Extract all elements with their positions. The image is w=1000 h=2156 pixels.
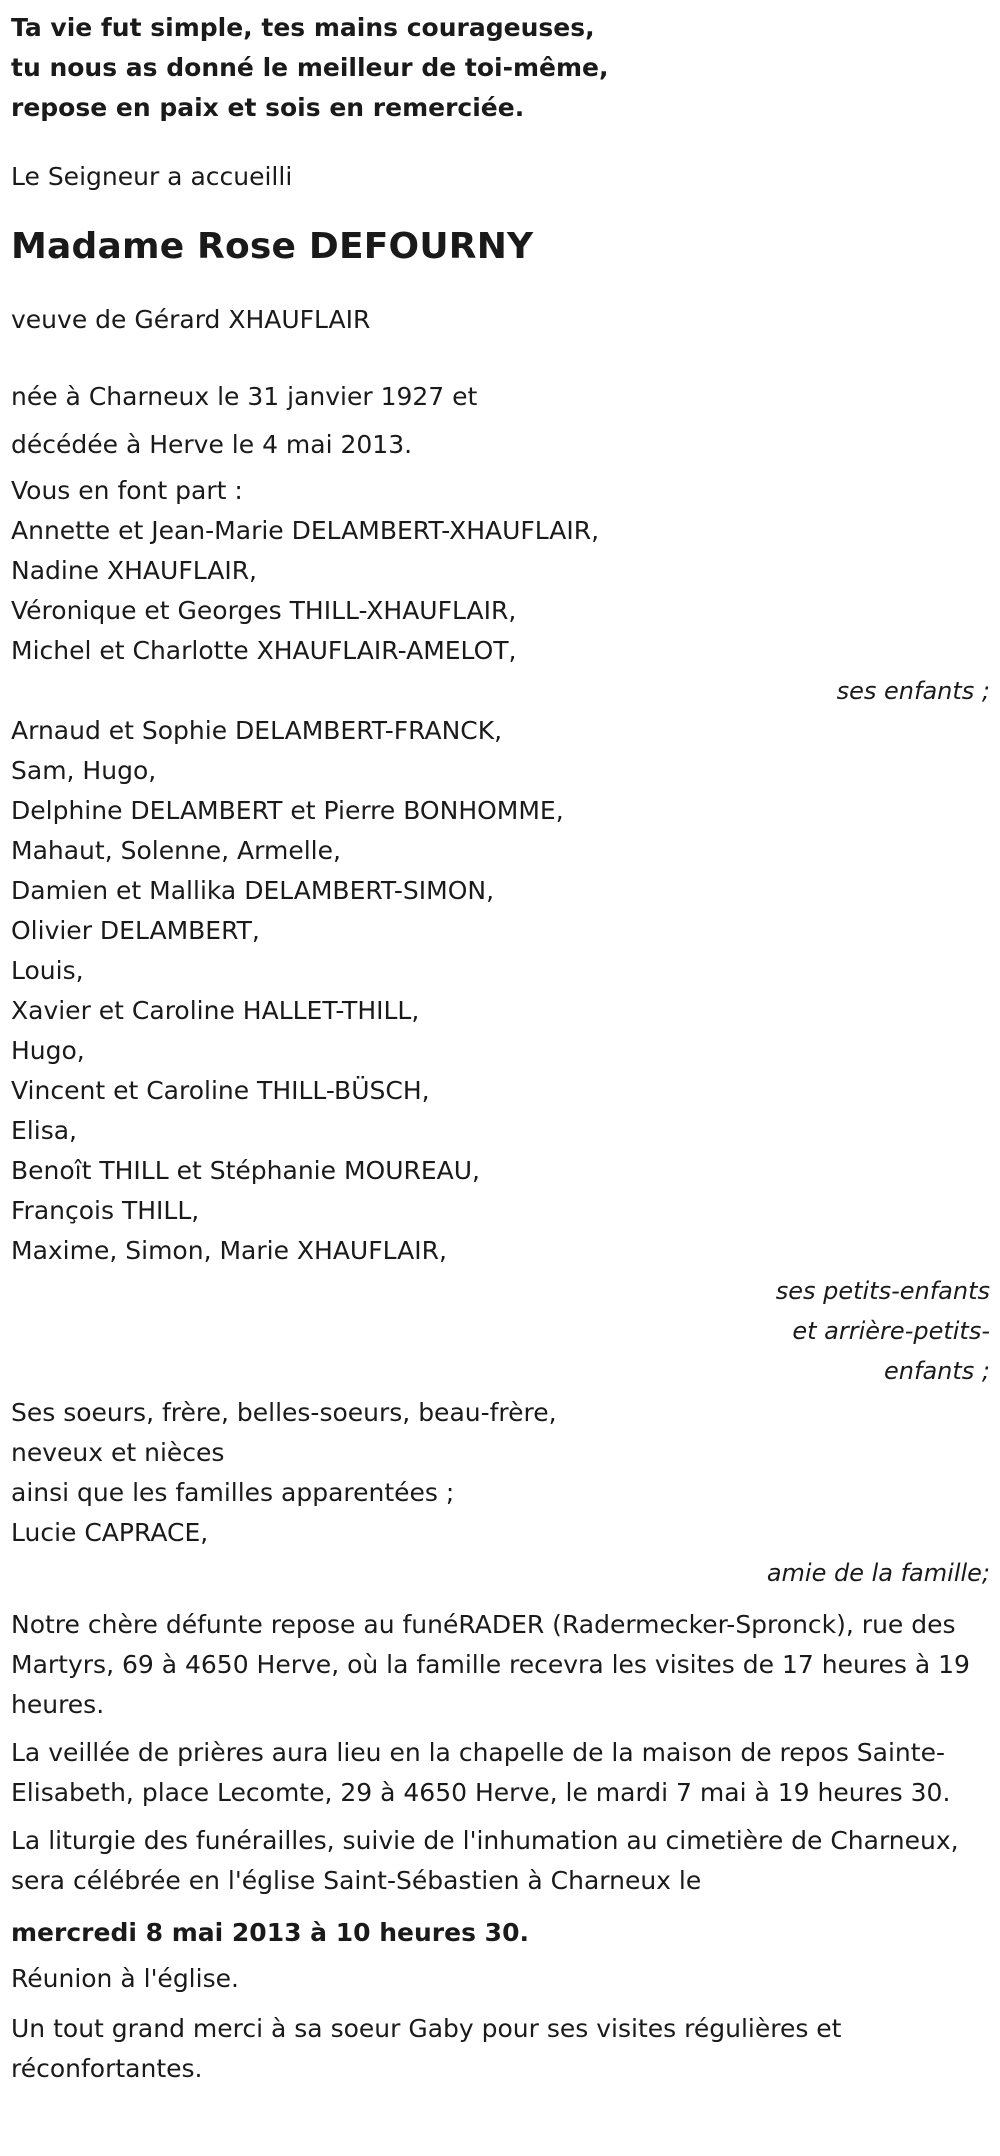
list-item: Xavier et Caroline HALLET-THILL, xyxy=(11,996,420,1025)
list-item: Louis, xyxy=(11,956,84,985)
obituary-document xyxy=(11,0,991,2089)
list-item: Nadine XHAUFLAIR, xyxy=(11,556,258,585)
poem xyxy=(11,8,991,128)
grandchildren-role xyxy=(0,1271,990,1391)
paragraph-liturgie: La liturgie des funérailles, suivie de l'inhumation au cimetière de Charneux, sera célébrée en l'église Saint-Sébastien à Charneux le xyxy=(11,1826,959,1895)
list-item: Annette et Jean-Marie DELAMBERT-XHAUFLAIR, xyxy=(11,516,600,545)
paragraph-merci: Un tout grand merci à sa soeur Gaby pour ses visites régulières et réconfortantes. xyxy=(11,2014,842,2083)
widow-of: veuve de Gérard XHAUFLAIR xyxy=(11,305,371,334)
birth-line: née à Charneux le 31 janvier 1927 et xyxy=(11,382,478,411)
family-list xyxy=(11,1393,991,1553)
deceased-name: Madame Rose DEFOURNY xyxy=(11,226,534,267)
list-item: Arnaud et Sophie DELAMBERT-FRANCK, xyxy=(11,716,503,745)
role-label: amie de la famille; xyxy=(766,1559,990,1587)
death-line: décédée à Herve le 4 mai 2013. xyxy=(11,430,413,459)
role-label: et arrière-petits- xyxy=(792,1317,990,1345)
list-item: Vincent et Caroline THILL-BÜSCH, xyxy=(11,1076,430,1105)
role-label: ses petits-enfants xyxy=(775,1277,990,1305)
intro-text: Le Seigneur a accueilli xyxy=(11,162,293,191)
list-item: Damien et Mallika DELAMBERT-SIMON, xyxy=(11,876,495,905)
poem-line-3: repose en paix et sois en remerciée. xyxy=(11,93,525,122)
list-item: Lucie CAPRACE, xyxy=(11,1518,209,1547)
friend-role xyxy=(0,1553,990,1593)
list-item: ainsi que les familles apparentées ; xyxy=(11,1478,455,1507)
list-item: Ses soeurs, frère, belles-soeurs, beau-frère, xyxy=(11,1398,557,1427)
list-item: Sam, Hugo, xyxy=(11,756,157,785)
list-item: Véronique et Georges THILL-XHAUFLAIR, xyxy=(11,596,517,625)
role-label: enfants ; xyxy=(884,1357,990,1385)
paragraph-repose: Notre chère défunte repose au funéRADER (Radermecker-Spronck), rue des Martyrs, 69 à 4650 Herve, où la famille recevra les visites de 17 heures à 19 heures. xyxy=(11,1610,970,1719)
list-item: Michel et Charlotte XHAUFLAIR-AMELOT, xyxy=(11,636,517,665)
list-item: neveux et nièces xyxy=(11,1438,225,1467)
list-item: Mahaut, Solenne, Armelle, xyxy=(11,836,341,865)
list-item: Maxime, Simon, Marie XHAUFLAIR, xyxy=(11,1236,447,1265)
funeral-date: mercredi 8 mai 2013 à 10 heures 30. xyxy=(11,1918,529,1947)
list-item: Elisa, xyxy=(11,1116,77,1145)
children-list xyxy=(11,471,991,671)
children-role xyxy=(0,671,990,711)
dates xyxy=(11,373,991,469)
list-item: Hugo, xyxy=(11,1036,85,1065)
paragraph-veillee: La veillée de prières aura lieu en la chapelle de la maison de repos Sainte-Elisabeth, place Lecomte, 29 à 4650 Herve, le mardi 7 mai à 19 heures 30. xyxy=(11,1738,951,1807)
grandchildren-list xyxy=(11,711,991,1271)
list-item: Olivier DELAMBERT, xyxy=(11,916,260,945)
paragraph-reunion: Réunion à l'église. xyxy=(11,1964,239,1993)
list-item: Benoît THILL et Stéphanie MOUREAU, xyxy=(11,1156,481,1185)
role-label-group xyxy=(730,1271,990,1391)
announce-line: Vous en font part : xyxy=(11,476,243,505)
list-item: François THILL, xyxy=(11,1196,200,1225)
list-item: Delphine DELAMBERT et Pierre BONHOMME, xyxy=(11,796,564,825)
poem-line-2: tu nous as donné le meilleur de toi-même, xyxy=(11,53,609,82)
poem-line-1: Ta vie fut simple, tes mains courageuses, xyxy=(11,13,595,42)
role-label: ses enfants ; xyxy=(836,677,990,705)
